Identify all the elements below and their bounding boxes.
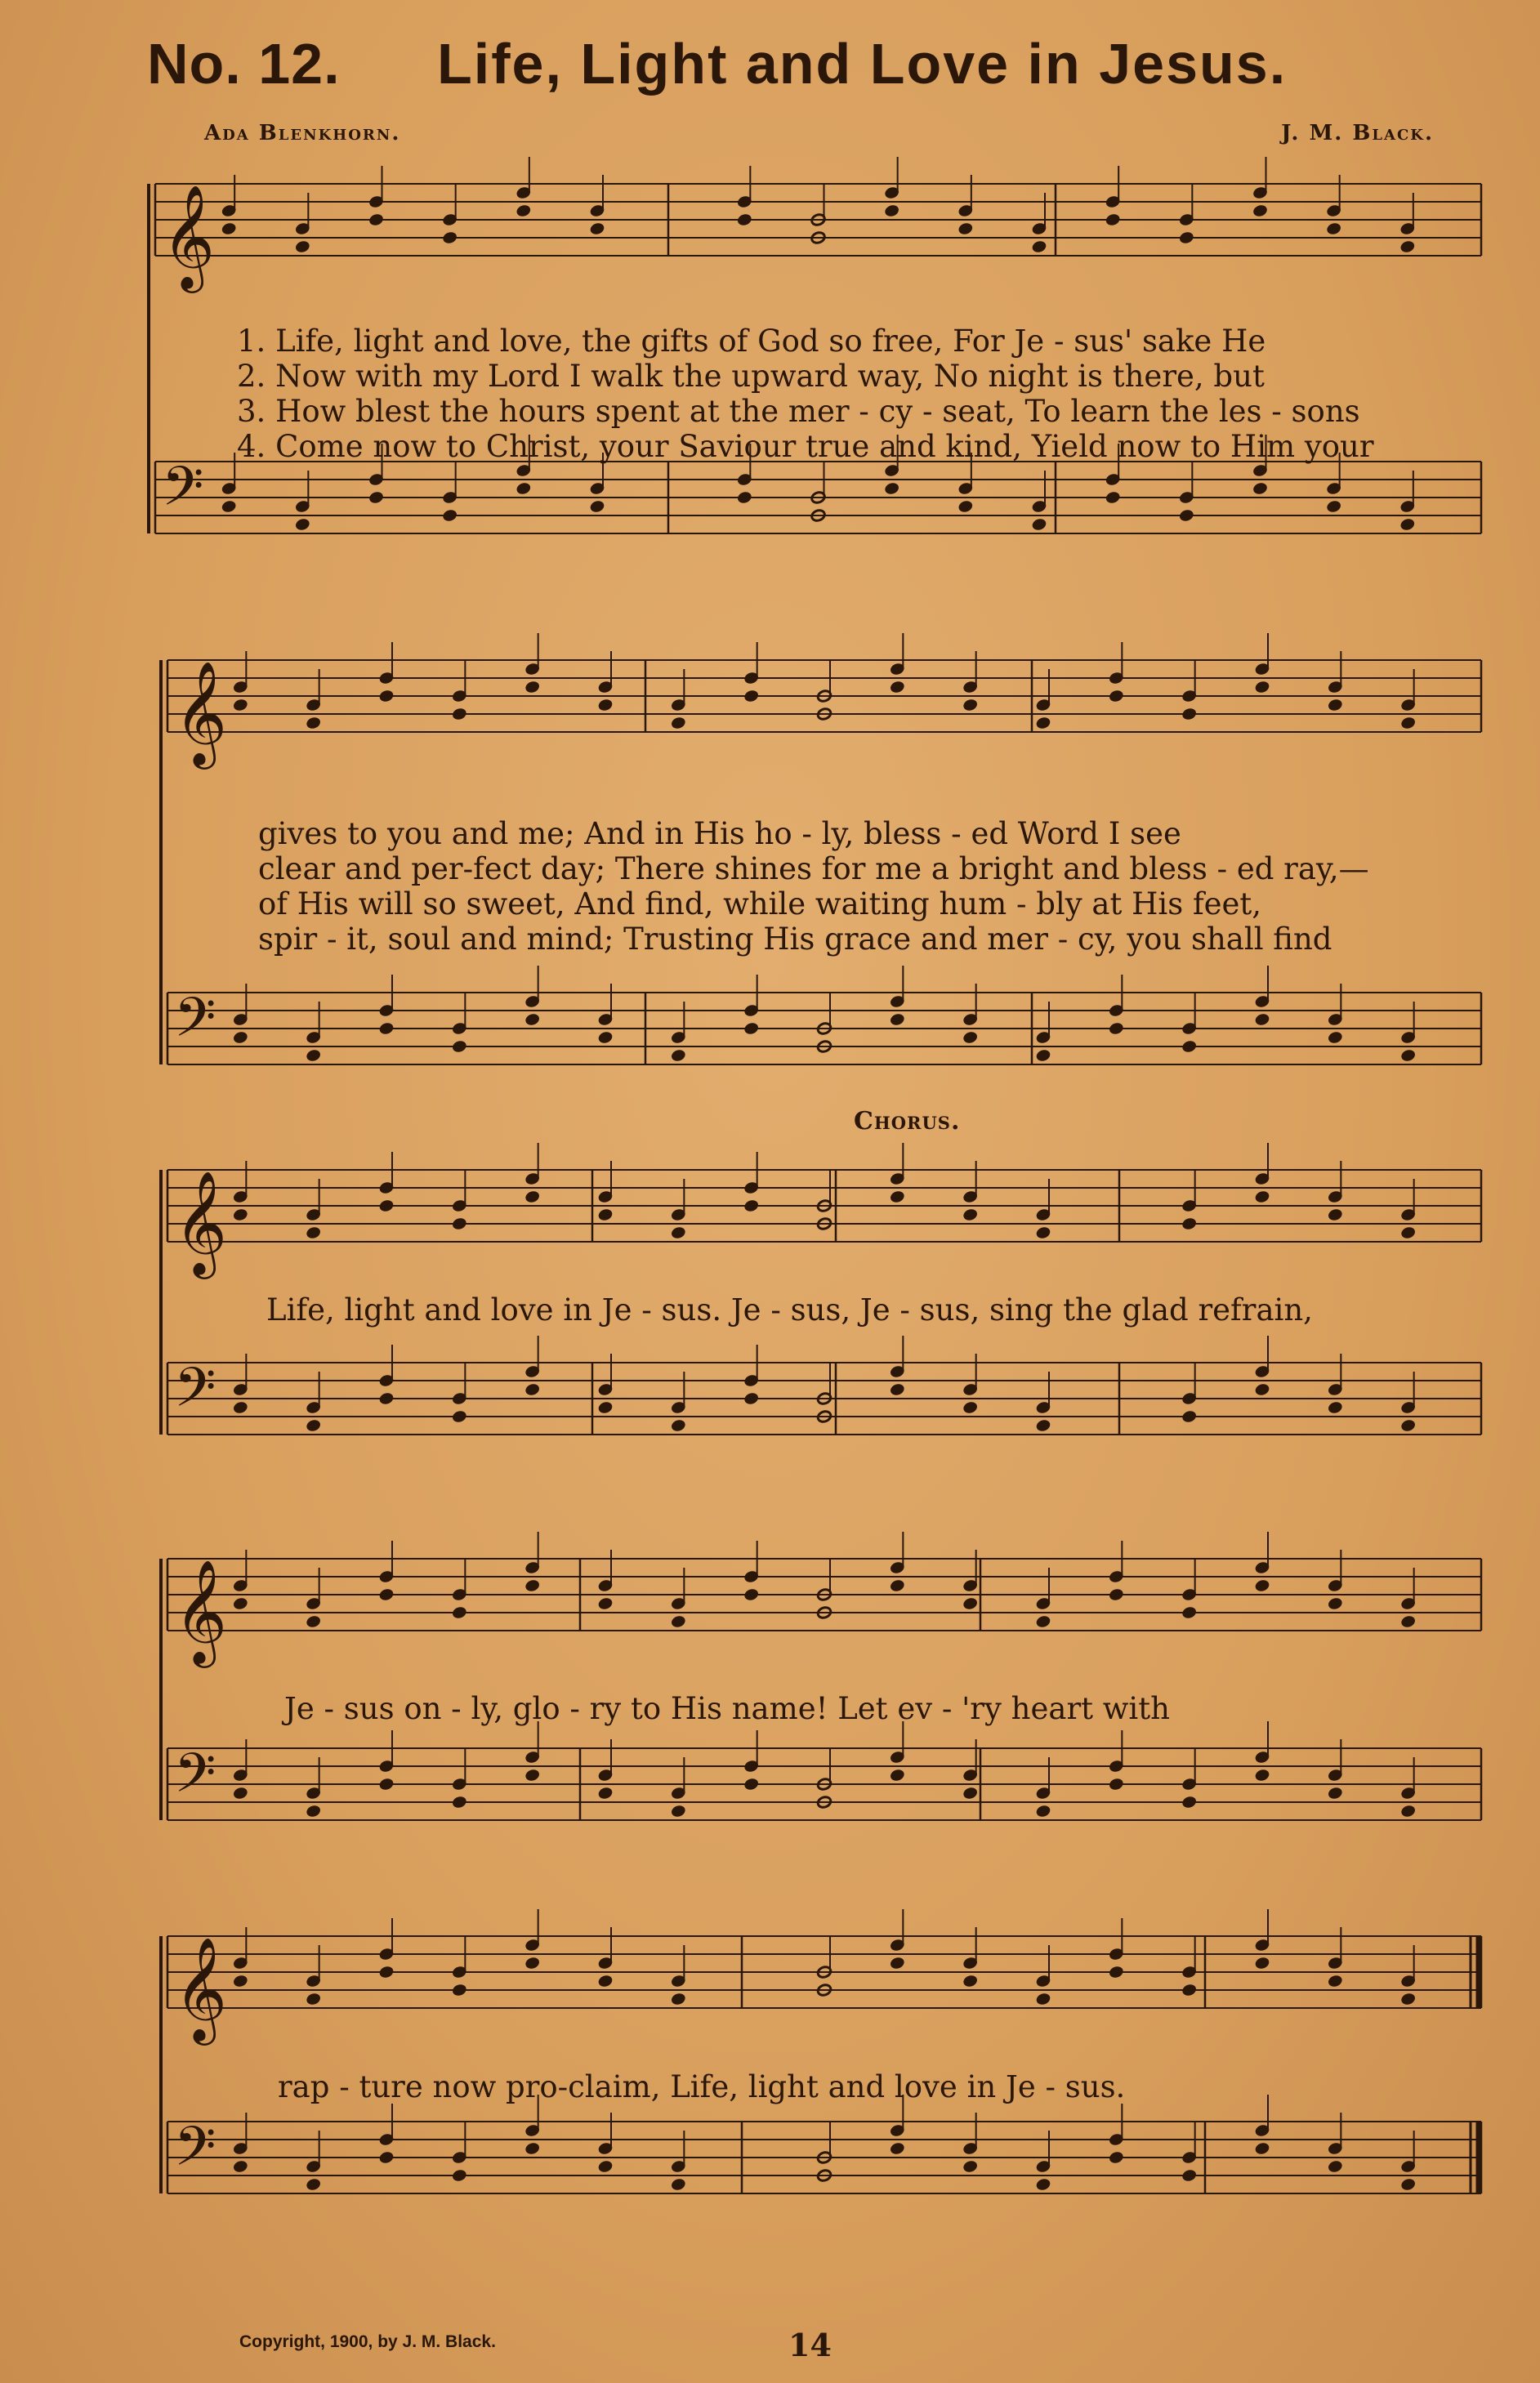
note-head — [378, 1966, 394, 1979]
note-head — [1181, 1796, 1197, 1810]
note-head — [452, 1217, 467, 1231]
note-head — [306, 2178, 321, 2192]
note-head — [1109, 1588, 1124, 1602]
note-head — [306, 1993, 321, 2006]
verse-3-line-b: of His will so sweet, And find, while waiting hum - bly at His feet, — [258, 886, 1262, 922]
note-head — [1031, 518, 1047, 532]
note-head — [1031, 240, 1047, 254]
note-head — [743, 1588, 759, 1602]
note-head — [890, 1013, 905, 1027]
note-head — [597, 1597, 613, 1611]
note-head — [378, 689, 394, 703]
note-head — [1179, 231, 1194, 245]
note-head — [1105, 213, 1121, 227]
note-head — [233, 1031, 248, 1045]
note-head — [1326, 500, 1341, 514]
note-head — [1400, 2178, 1416, 2192]
note-head — [890, 1579, 905, 1593]
bass-clef-icon: 𝄢 — [162, 455, 204, 531]
note-head — [743, 1778, 759, 1792]
note-head — [597, 1975, 613, 1988]
hymn-number: No. 12. — [147, 32, 341, 96]
note-head — [1400, 1805, 1416, 1818]
note-head — [306, 1615, 321, 1629]
verse-1-line-a: 1. Life, light and love, the gifts of God so free, For Je - sus' sake He — [237, 324, 1266, 359]
note-head — [743, 1022, 759, 1036]
note-head — [743, 689, 759, 703]
note-head — [1035, 716, 1051, 730]
note-head — [597, 1401, 613, 1415]
note-head — [1109, 689, 1124, 703]
note-head — [1179, 509, 1194, 523]
hymn-title: Life, Light and Love in Jesus. — [437, 32, 1288, 96]
note-head — [452, 1796, 467, 1810]
note-head — [1254, 1383, 1270, 1397]
note-head — [890, 681, 905, 694]
verse-3-line-a: 3. How blest the hours spent at the mer - cy - seat, To learn the les - sons — [237, 394, 1360, 429]
note-head — [1328, 2160, 1343, 2174]
treble-clef-icon: 𝄞 — [174, 1936, 228, 2041]
note-head — [524, 1013, 540, 1027]
note-head — [306, 1805, 321, 1818]
note-head — [1400, 716, 1416, 730]
note-head — [884, 482, 899, 496]
treble-clef-icon: 𝄞 — [174, 1559, 228, 1663]
note-head — [306, 1226, 321, 1240]
note-head — [1035, 1049, 1051, 1063]
note-head — [524, 681, 540, 694]
note-head — [743, 1199, 759, 1213]
note-head — [1400, 1993, 1416, 2006]
note-head — [962, 1975, 978, 1988]
note-head — [737, 491, 752, 505]
verse-1-line-b: gives to you and me; And in His ho - ly, bless - ed Word I see — [258, 816, 1181, 851]
note-head — [524, 1579, 540, 1593]
bass-clef-icon: 𝄢 — [174, 986, 216, 1062]
note-head — [957, 222, 973, 236]
note-head — [1328, 698, 1343, 712]
note-head — [1181, 1040, 1197, 1054]
note-head — [1035, 1226, 1051, 1240]
verse-2-line-a: 2. Now with my Lord I walk the upward way, No night is there, but — [237, 359, 1265, 394]
note-head — [1181, 1410, 1197, 1424]
note-head — [233, 698, 248, 712]
note-head — [452, 707, 467, 721]
note-head — [516, 482, 531, 496]
note-head — [890, 1769, 905, 1783]
note-head — [1109, 1966, 1124, 1979]
note-head — [737, 213, 752, 227]
note-head — [295, 518, 310, 532]
note-head — [1328, 1031, 1343, 1045]
note-head — [1181, 707, 1197, 721]
note-head — [884, 204, 899, 218]
note-head — [1181, 1217, 1197, 1231]
note-head — [957, 500, 973, 514]
note-head — [962, 698, 978, 712]
note-head — [1109, 2151, 1124, 2165]
note-head — [306, 716, 321, 730]
note-head — [442, 509, 458, 523]
note-head — [1109, 1022, 1124, 1036]
copyright-notice: Copyright, 1900, by J. M. Black. — [239, 2332, 496, 2351]
note-head — [1035, 1419, 1051, 1433]
note-head — [1254, 681, 1270, 694]
note-head — [589, 500, 605, 514]
note-head — [524, 1190, 540, 1204]
note-head — [1252, 204, 1268, 218]
note-head — [1254, 1190, 1270, 1204]
note-head — [890, 2142, 905, 2156]
note-head — [962, 1401, 978, 1415]
note-head — [378, 1588, 394, 1602]
note-head — [743, 1392, 759, 1406]
note-head — [1328, 1208, 1343, 1222]
bass-clef-icon: 𝄢 — [174, 1356, 216, 1432]
note-head — [233, 1597, 248, 1611]
note-head — [671, 1993, 686, 2006]
note-head — [295, 240, 310, 254]
chorus-line-1: Life, light and love in Je - sus. Je - sus, Je - sus, sing the glad refrain, — [266, 1292, 1313, 1328]
note-head — [378, 1392, 394, 1406]
note-head — [1105, 491, 1121, 505]
note-head — [597, 1031, 613, 1045]
note-head — [1328, 1597, 1343, 1611]
treble-clef-icon: 𝄞 — [174, 1170, 228, 1274]
note-head — [1035, 1993, 1051, 2006]
note-head — [597, 1787, 613, 1801]
page-number: 14 — [788, 2327, 832, 2363]
note-head — [1399, 240, 1415, 254]
verse-4-line-a: 4. Come now to Christ, your Saviour true and kind, Yield now to Him your — [237, 429, 1374, 464]
note-head — [1252, 482, 1268, 496]
bass-clef-icon: 𝄢 — [174, 2115, 216, 2191]
verse-4-line-b: spir - it, soul and mind; Trusting His grace and mer - cy, you shall find — [258, 922, 1332, 957]
composer: J. M. Black. — [1281, 121, 1434, 145]
note-head — [671, 1226, 686, 1240]
note-head — [890, 1383, 905, 1397]
note-head — [962, 1031, 978, 1045]
note-head — [1399, 518, 1415, 532]
note-head — [671, 1419, 686, 1433]
note-head — [1181, 1606, 1197, 1620]
note-head — [1326, 222, 1341, 236]
note-head — [233, 1208, 248, 1222]
lyricist: Ada Blenkhorn. — [204, 121, 401, 145]
note-head — [1109, 1778, 1124, 1792]
note-head — [597, 1208, 613, 1222]
note-head — [378, 1778, 394, 1792]
note-head — [233, 1787, 248, 1801]
chorus-line-2: Je - sus on - ly, glo - ry to His name! Let ev - 'ry heart with — [284, 1691, 1170, 1726]
note-head — [306, 1419, 321, 1433]
note-head — [890, 1190, 905, 1204]
note-head — [524, 1957, 540, 1970]
note-head — [452, 1984, 467, 1997]
note-head — [671, 1049, 686, 1063]
chorus-label: Chorus. — [854, 1107, 961, 1136]
note-head — [1254, 1769, 1270, 1783]
note-head — [368, 213, 384, 227]
treble-clef-icon: 𝄞 — [174, 660, 228, 765]
note-head — [1254, 1957, 1270, 1970]
treble-clef-icon: 𝄞 — [162, 184, 216, 288]
note-head — [233, 1975, 248, 1988]
note-head — [1254, 2142, 1270, 2156]
note-head — [1181, 1984, 1197, 1997]
note-head — [233, 2160, 248, 2174]
chorus-line-3: rap - ture now pro-claim, Life, light and love in Je - sus. — [278, 2069, 1126, 2104]
note-head — [452, 1606, 467, 1620]
note-head — [1035, 1615, 1051, 1629]
note-head — [221, 222, 237, 236]
note-head — [597, 2160, 613, 2174]
note-head — [597, 698, 613, 712]
note-head — [368, 491, 384, 505]
note-head — [962, 2160, 978, 2174]
note-head — [442, 231, 458, 245]
note-head — [378, 1022, 394, 1036]
note-head — [378, 2151, 394, 2165]
note-head — [1400, 1615, 1416, 1629]
note-head — [671, 1615, 686, 1629]
note-head — [671, 2178, 686, 2192]
note-head — [1328, 1401, 1343, 1415]
note-head — [890, 1957, 905, 1970]
note-head — [1400, 1226, 1416, 1240]
note-head — [962, 1787, 978, 1801]
note-head — [1181, 2169, 1197, 2183]
note-head — [306, 1049, 321, 1063]
note-head — [1035, 1805, 1051, 1818]
note-head — [1400, 1049, 1416, 1063]
note-head — [524, 1383, 540, 1397]
note-head — [233, 1401, 248, 1415]
note-head — [1035, 2178, 1051, 2192]
note-head — [1328, 1975, 1343, 1988]
note-head — [962, 1597, 978, 1611]
note-head — [516, 204, 531, 218]
note-head — [378, 1199, 394, 1213]
note-head — [1328, 1787, 1343, 1801]
note-head — [671, 1805, 686, 1818]
note-head — [524, 2142, 540, 2156]
note-head — [524, 1769, 540, 1783]
note-head — [1254, 1579, 1270, 1593]
note-head — [1254, 1013, 1270, 1027]
bass-clef-icon: 𝄢 — [174, 1742, 216, 1818]
note-head — [1400, 1419, 1416, 1433]
note-head — [962, 1208, 978, 1222]
note-head — [452, 1040, 467, 1054]
note-head — [671, 716, 686, 730]
verse-2-line-b: clear and per-fect day; There shines for me a bright and bless - ed ray,— — [258, 851, 1369, 886]
note-head — [221, 500, 237, 514]
note-head — [589, 222, 605, 236]
note-head — [452, 2169, 467, 2183]
note-head — [452, 1410, 467, 1424]
